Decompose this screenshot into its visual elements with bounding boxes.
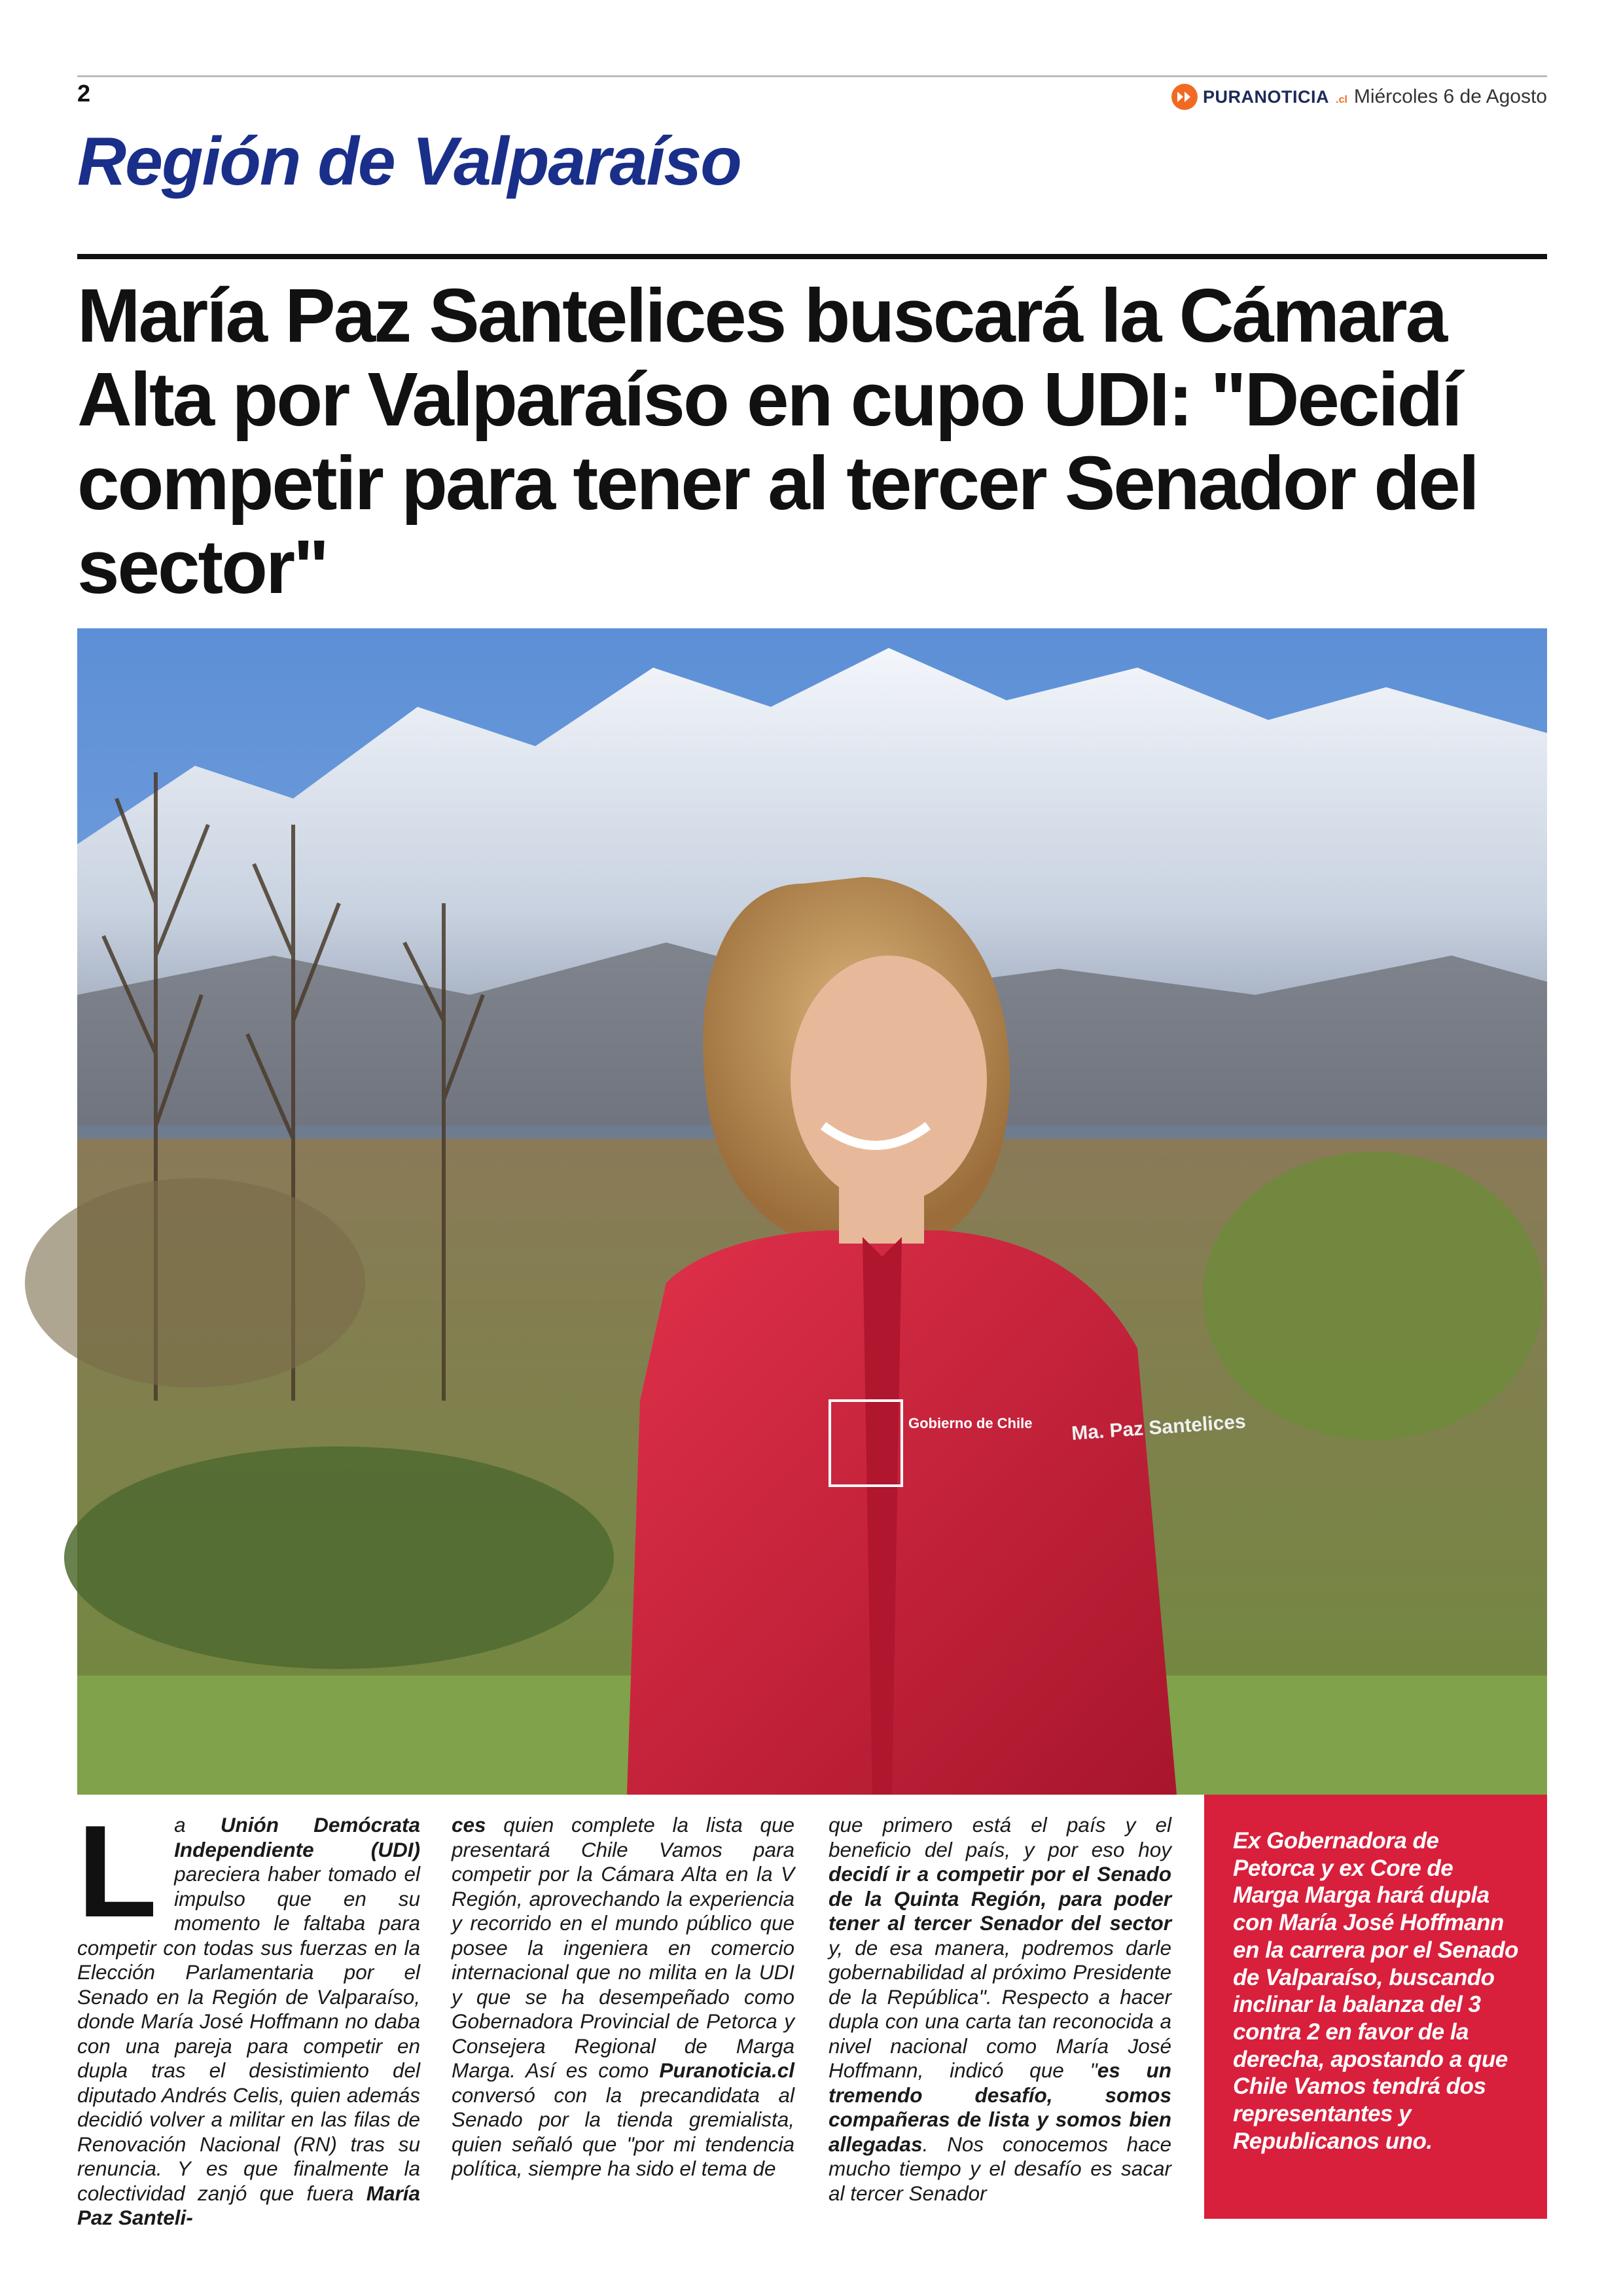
col3-run: . Nos conocemos hace mucho tiempo y el desafío es sacar al tercer Senador bbox=[829, 2132, 1171, 2205]
column-2-text bbox=[452, 1813, 794, 2181]
col1-run-bold: María Paz Santeli- bbox=[77, 2181, 420, 2229]
issue-date: Miércoles 6 de Agosto bbox=[1353, 86, 1547, 107]
article-photo bbox=[77, 628, 1547, 1795]
col1-run: Y es que finalmente la colectividad zanjó que fuera bbox=[77, 2157, 420, 2205]
col3-run-bold: decidí ir a competir por el Senado de la Quinta Región, para poder tener al tercer Senador del sector bbox=[829, 1862, 1171, 1935]
section-title: Región de Valparaíso bbox=[77, 124, 741, 200]
col2-run: Así es como bbox=[516, 2058, 660, 2082]
article-column-1 bbox=[77, 1799, 420, 2229]
col3-run: y, de esa manera, podremos darle gobernabilidad al próximo Presidente de la República". bbox=[829, 1935, 1171, 2009]
pull-quote-text: Ex Gobernadora de Petorca y ex Core de Marga Marga hará dupla con María José Hoffmann en la carrera por el Senado de Valparaíso, buscando inclinar la balanza del 3 contra 2 en favor de la derecha, apostando a que Chile Vamos tendrá dos representantes y Republicanos uno. bbox=[1233, 1828, 1518, 2154]
jacket-right-text: Ma. Paz Santelices bbox=[1071, 1410, 1247, 1444]
jacket-left-text: Gobierno de Chile bbox=[908, 1415, 1033, 1431]
brand-logo[interactable] bbox=[1171, 84, 1347, 110]
col2-run: conversó con la precandidata al Senado por la tienda gremialista, quien señaló que "por mi tendencia política, siempre ha sido el tema de bbox=[452, 2083, 794, 2180]
article-column-2 bbox=[452, 1813, 794, 2206]
page-number: 2 bbox=[77, 80, 91, 107]
brand-name: PURANOTICIA bbox=[1203, 86, 1329, 107]
column-3-text bbox=[829, 1813, 1171, 2206]
article-column-3 bbox=[829, 1813, 1171, 2206]
col3-run-bold: es un tremendo desafío, somos compañeras de lista y somos bien allegadas bbox=[829, 2058, 1171, 2156]
col1-run: pareciera haber tomado el impulso que en su momento le faltaba para competir con todas sus fuerzas en la Elección Parlamentaria por el Senado en la Región de Valparaíso, donde María José Hoffmann no daba con una pareja para competir en dupla tras el desistimiento del diputado Andrés Celis, quien además decidió volver a militar en las filas de Renovación Nacional (RN) tras su renuncia. bbox=[77, 1862, 420, 2180]
puranoticia-link[interactable]: Puranoticia.cl bbox=[659, 2058, 794, 2082]
col1-run-bold: Unión Demócrata Independiente (UDI) bbox=[174, 1813, 420, 1861]
section-rule bbox=[77, 254, 1547, 259]
col2-run-bold: ces bbox=[452, 1813, 486, 1837]
drop-cap: L bbox=[77, 1799, 158, 1945]
col3-run: Respecto a hacer dupla con una carta tan reconocida a nivel nacional como María José Hoffmann, indicó que " bbox=[829, 1984, 1171, 2082]
play-arrows-icon bbox=[1171, 84, 1198, 110]
col1-run: a bbox=[174, 1813, 221, 1837]
col2-run: quien complete la lista que presentará Chile Vamos para competir por la Cámara Alta en la V Región, aprovechando la experiencia y recorrido en el mundo público que posee la ingeniera en comercio internacional que no milita en la UDI y que se ha desempeñado como Gobernadora Provincial de Petorca y Consejera Regional de Marga Marga. bbox=[452, 1813, 794, 2082]
col3-run: que primero está el país y el beneficio del país, y por eso hoy bbox=[829, 1813, 1171, 1861]
brand-tld: .cl bbox=[1336, 94, 1347, 105]
article-headline: María Paz Santelices buscará la Cámara Alta por Valparaíso en cupo UDI: "Decidí competir para tener al tercer Senador del sector" bbox=[77, 273, 1478, 609]
pull-quote-box bbox=[1204, 1795, 1547, 2219]
header-rule bbox=[77, 75, 1547, 77]
